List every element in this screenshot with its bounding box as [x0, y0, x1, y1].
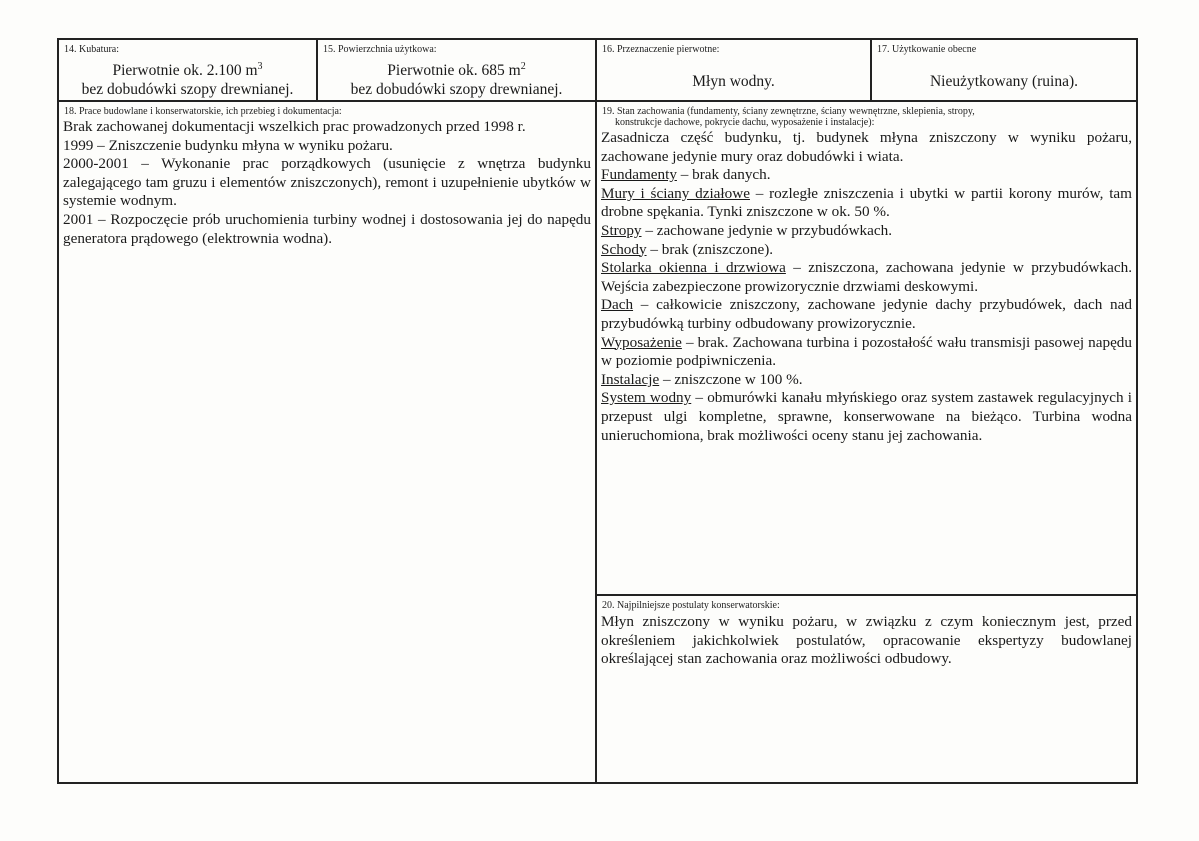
field-14-value [59, 57, 316, 99]
field-19-item [601, 241, 1132, 260]
field-19-item [601, 166, 1132, 185]
field-20-label: 20. Najpilniejsze postulaty konserwatorskie: [602, 600, 780, 611]
field-15-unit-exponent: 2 [520, 61, 526, 72]
field-19-intro: Zasadnicza część budynku, tj. budynek młyna zniszczony w wyniku pożaru, zachowane jedynie mury oraz dobudówki i wiata. [601, 129, 1132, 165]
field-14-label: 14. Kubatura: [64, 44, 119, 55]
field-14-line2: bez dobudówki szopy drewnianej. [81, 81, 294, 99]
field-19-item [601, 389, 1132, 445]
field-19-condition [597, 102, 1136, 596]
field-18-paragraph: 2001 – Rozpoczęcie prób uruchomienia turbiny wodnej i dostosowania jej do napędu generatora prądowego (elektrownia wodna). [63, 210, 591, 247]
field-18-paragraph: 1999 – Zniszczenie budynku młyna w wyniku pożaru. [63, 136, 393, 154]
field-19-item-text: – brak danych. [676, 166, 771, 184]
field-19-item-term: Stropy [601, 221, 642, 239]
field-14-unit-exponent: 3 [257, 61, 263, 72]
field-17-value: Nieużytkowany (ruina). [929, 73, 1079, 90]
field-19-item-text: – całkowicie zniszczony, zachowane jedynie dachy przybudówek, dach nad przybudówką turbiny odbudowany prowizorycznie. [601, 296, 1132, 332]
field-19-label-line1: 19. Stan zachowania (fundamenty, ściany zewnętrzne, ściany wewnętrzne, sklepienia, stropy, [602, 106, 975, 117]
field-19-item [601, 222, 1132, 241]
field-19-item-text: – brak (zniszczone). [646, 240, 774, 258]
field-19-item-text: – zniszczona, zachowana jedynie w przybudówkach. Wejścia zabezpieczone prowizorycznie drzwiami deskowymi. [601, 259, 1132, 295]
field-19-item-term: Fundamenty [601, 166, 677, 184]
field-19-item-term: System wodny [601, 389, 692, 407]
field-19-item-term: Mury i ściany działowe [601, 184, 750, 202]
field-19-label-line2: konstrukcje dachowe, pokrycie dachu, wyposażenie i instalacje): [615, 117, 875, 128]
field-15-value [318, 57, 595, 99]
field-19-item-text: – zniszczone w 100 %. [659, 370, 803, 388]
field-19-item-term: Schody [601, 240, 647, 258]
field-19-item-term: Stolarka okienna i drzwiowa [601, 259, 786, 277]
field-18-paragraph: Brak zachowanej dokumentacji wszelkich prac prowadzonych przed 1998 r. [63, 118, 526, 135]
field-19-item [601, 259, 1132, 296]
field-18-body [59, 118, 595, 248]
field-19-item-term: Dach [601, 296, 634, 314]
field-16-label: 16. Przeznaczenie pierwotne: [602, 44, 720, 55]
field-15-line2: bez dobudówki szopy drewnianej. [350, 81, 563, 99]
field-18-works [59, 102, 597, 784]
field-15-label: 15. Powierzchnia użytkowa: [323, 44, 437, 55]
field-18-paragraph: 2000-2001 – Wykonanie prac porządkowych (usunięcie z wnętrza budynku zalegającego tam gruzu i elementów zniszczonych), remont i uzupełnienie ubytków w systemie wodnym. [63, 155, 591, 210]
field-14-volume [59, 40, 318, 102]
field-20-body [597, 613, 1136, 669]
field-15-line1: Pierwotnie ok. 685 m [387, 62, 521, 80]
record-card-table [57, 38, 1138, 784]
field-20-text: Młyn zniszczony w wyniku pożaru, w związku z czym koniecznym jest, przed określeniem jakichkolwiek postulatów, opracowanie ekspertyzy budowlanej określającej stan zachowania oraz możliwości odbudowy. [601, 613, 1132, 668]
field-19-item [601, 371, 1132, 390]
field-19-item-term: Instalacje [601, 370, 660, 388]
field-19-item [601, 334, 1132, 371]
field-17-label: 17. Użytkowanie obecne [877, 44, 977, 55]
field-19-item-term: Wyposażenie [601, 333, 682, 351]
field-15-usable-area [318, 40, 597, 102]
field-19-item [601, 185, 1132, 222]
field-19-item-text: – obmurówki kanału młyńskiego oraz system zastawek regulacyjnych i przepust ulgi kompletne, sprawne, konserwowane na bieżąco. Turbina wodna unieruchomiona, brak możliwości oceny stanu jej zachowania. [601, 389, 1132, 444]
field-19-item-text: – zachowane jedynie w przybudówkach. [641, 221, 893, 239]
field-18-label: 18. Prace budowlane i konserwatorskie, ich przebieg i dokumentacja: [64, 106, 342, 117]
field-16-original-purpose [597, 40, 872, 102]
field-19-item [601, 296, 1132, 333]
field-16-value: Młyn wodny. [692, 73, 775, 90]
field-20-conservation-postulates [597, 596, 1136, 784]
field-19-item-text: – brak. Zachowana turbina i pozostałość wału transmisji pasowej napędu w poziomie podpiwniczenia. [601, 333, 1132, 370]
field-19-item-text: – rozległe zniszczenia i ubytki w partii korony murów, tam drobne spękania. Tynki zniszczone w ok. 50 %. [601, 184, 1132, 221]
field-19-body [597, 129, 1136, 445]
field-17-current-use [872, 40, 1136, 102]
field-14-line1: Pierwotnie ok. 2.100 m [112, 62, 258, 80]
